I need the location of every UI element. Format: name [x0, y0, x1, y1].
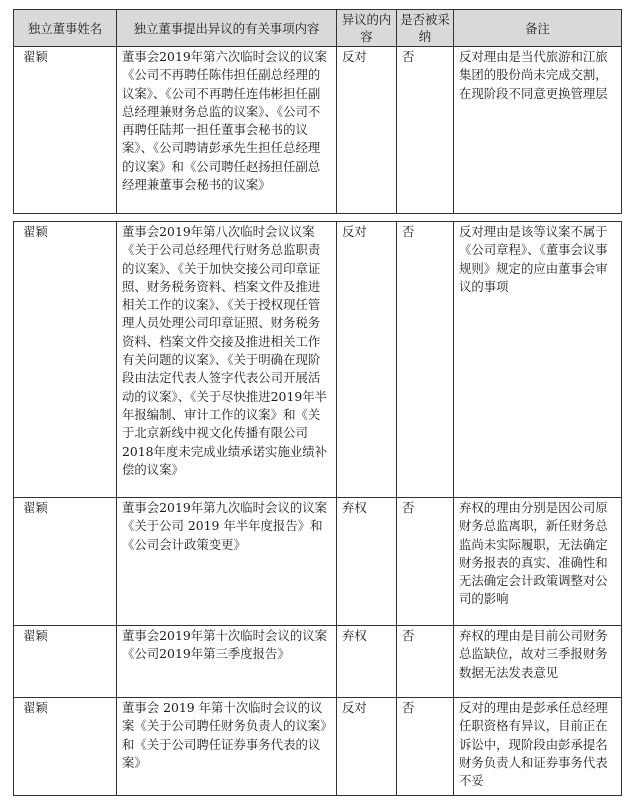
- objection-cell: 反对: [337, 698, 397, 796]
- header-director-name: 独立董事姓名: [14, 10, 117, 47]
- director-name-cell: 翟颖: [14, 626, 117, 698]
- table-row: [14, 47, 622, 214]
- remark-cell: 弃权的理由是目前公司财务总监缺位，故对三季报财务数据无法发表意见: [454, 626, 622, 698]
- objection-cell: 反对: [337, 47, 397, 214]
- table-row: [14, 626, 622, 698]
- dissent-table-page-1: [13, 9, 622, 214]
- header-matter: 独立董事提出异议的有关事项内容: [117, 10, 337, 47]
- remark-cell: 反对理由是该等议案不属于《公司章程》、《董事会议事规则》规定的应由董事会审议的事项: [454, 222, 622, 498]
- adopted-cell: 否: [397, 698, 454, 796]
- director-name-cell: 翟颖: [14, 47, 117, 214]
- remark-cell: 反对理由是当代旅游和江旅集团的股份尚未完成交割，在现阶段不同意更换管理层: [454, 47, 622, 214]
- director-name-cell: 翟颖: [14, 498, 117, 626]
- director-name-cell: 翟颖: [14, 698, 117, 796]
- matter-cell: 董事会 2019 年第十次临时会议的议案《关于公司聘任财务负责人的议案》和《关于公司聘任证券事务代表的议案》: [117, 698, 337, 796]
- header-objection: 异议的内容: [337, 10, 397, 47]
- table-row: [14, 222, 622, 498]
- adopted-cell: 否: [397, 626, 454, 698]
- objection-cell: 反对: [337, 222, 397, 498]
- objection-cell: 弃权: [337, 626, 397, 698]
- header-remark: 备注: [454, 10, 622, 47]
- table-header-row: [14, 10, 622, 47]
- adopted-cell: 否: [397, 47, 454, 214]
- director-name-cell: 翟颖: [14, 222, 117, 498]
- matter-cell: 董事会2019年第十次临时会议的议案《公司2019年第三季度报告》: [117, 626, 337, 698]
- remark-cell: 弃权的理由分别是因公司原财务总监离职，新任财务总监尚未实际履职，无法确定财务报表的真实、准确性和无法确定会计政策调整对公司的影响: [454, 498, 622, 626]
- adopted-cell: 否: [397, 222, 454, 498]
- objection-cell: 弃权: [337, 498, 397, 626]
- table-row: [14, 498, 622, 626]
- matter-cell: 董事会2019年第九次临时会议的议案《关于公司 2019 年半年度报告》和《公司会计政策变更》: [117, 498, 337, 626]
- header-adopted: 是否被采纳: [397, 10, 454, 47]
- table-row: [14, 698, 622, 796]
- matter-cell: 董事会2019年第六次临时会议的议案《公司不再聘任陈伟担任副总经理的议案》、《公司不再聘任连伟彬担任副总经理兼财务总监的议案》、《公司不再聘任陆邦一担任董事会秘书的议案》、《公司聘请彭承先生担任总经理的议案》和《公司聘任赵扬担任副总经理兼董事会秘书的议案》: [117, 47, 337, 214]
- adopted-cell: 否: [397, 498, 454, 626]
- dissent-table-page-2: [13, 221, 622, 796]
- matter-cell: 董事会2019年第八次临时会议议案《关于公司总经理代行财务总监职责的议案》、《关于加快交接公司印章证照、财务税务资料、档案文件及推进相关工作的议案》、《关于授权现任管理人员处理公司印章证照、财务税务资料、档案文件交接及推进相关工作有关问题的议案》、《关于明确在现阶段由法定代表人签字代表公司开展活动的议案》、《关于尽快推进2019年半年报编制、审计工作的议案》和《关于北京新线中视文化传播有限公司2018年度未完成业绩承诺实施业绩补偿的议案》: [117, 222, 337, 498]
- remark-cell: 反对的理由是彭承任总经理任职资格有异议，目前正在诉讼中，现阶段由彭承提名财务负责人和证券事务代表不妥: [454, 698, 622, 796]
